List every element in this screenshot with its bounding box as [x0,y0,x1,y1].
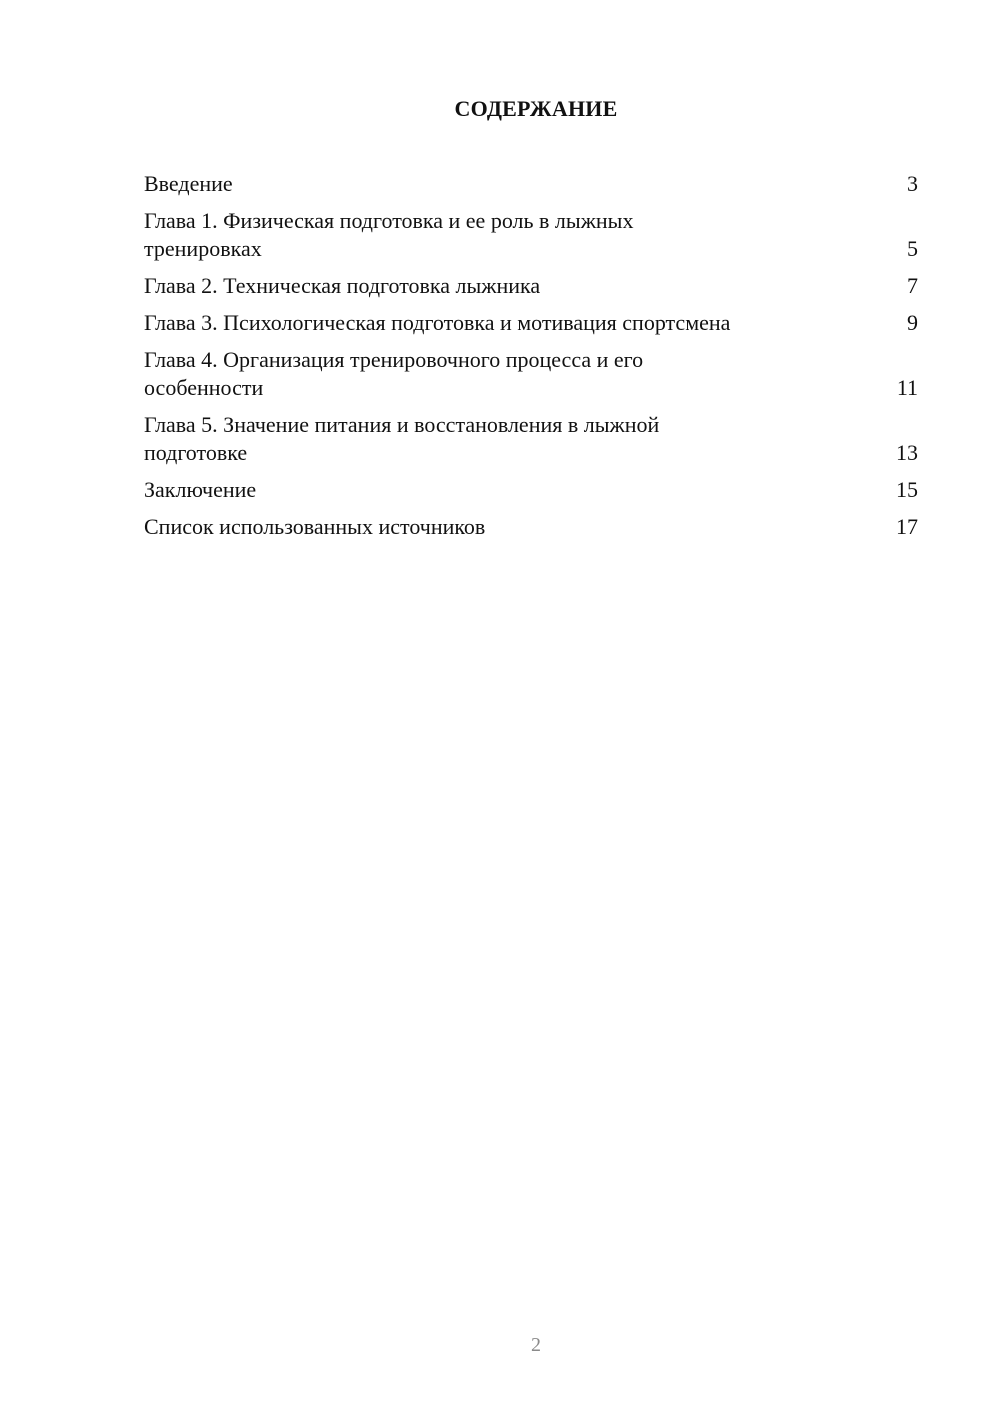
page-title: СОДЕРЖАНИЕ [454,96,618,121]
toc-entry-text: Глава 4. Организация тренировочного процесса и его особенности [144,347,644,400]
toc-entry-chapter-5 [144,411,918,467]
toc-entry-page: 5 [907,236,918,261]
toc-entry-text: Введение [144,171,233,196]
toc-entry-page: 3 [907,171,918,196]
toc-entry-page: 15 [896,477,918,502]
toc-entry-text: Глава 2. Техническая подготовка лыжника [144,273,541,298]
toc-entry-page: 13 [896,440,918,465]
toc-entry-chapter-3 [144,309,918,337]
toc-entry-page: 17 [896,514,918,539]
toc-entry-introduction [144,170,918,198]
toc-entry-text: Глава 5. Значение питания и восстановления в лыжной подготовке [144,412,660,465]
toc-entry-page: 7 [907,273,918,298]
page-number: 2 [531,1334,541,1356]
toc-entry-conclusion [144,476,918,504]
toc-entry-text: Глава 3. Психологическая подготовка и мотивация спортсмена [144,310,731,335]
toc-entry-chapter-4 [144,346,918,402]
toc-entry-text: Список использованных источников [144,514,486,539]
toc-entry-chapter-1 [144,207,918,263]
toc-entry-chapter-2 [144,272,918,300]
toc-entry-page: 9 [907,310,918,335]
toc-entry-text: Глава 1. Физическая подготовка и ее роль в лыжных тренировках [144,208,634,261]
table-of-contents [144,170,918,550]
toc-entry-text: Заключение [144,477,257,502]
toc-entry-page: 11 [896,375,918,400]
toc-entry-references [144,513,918,541]
